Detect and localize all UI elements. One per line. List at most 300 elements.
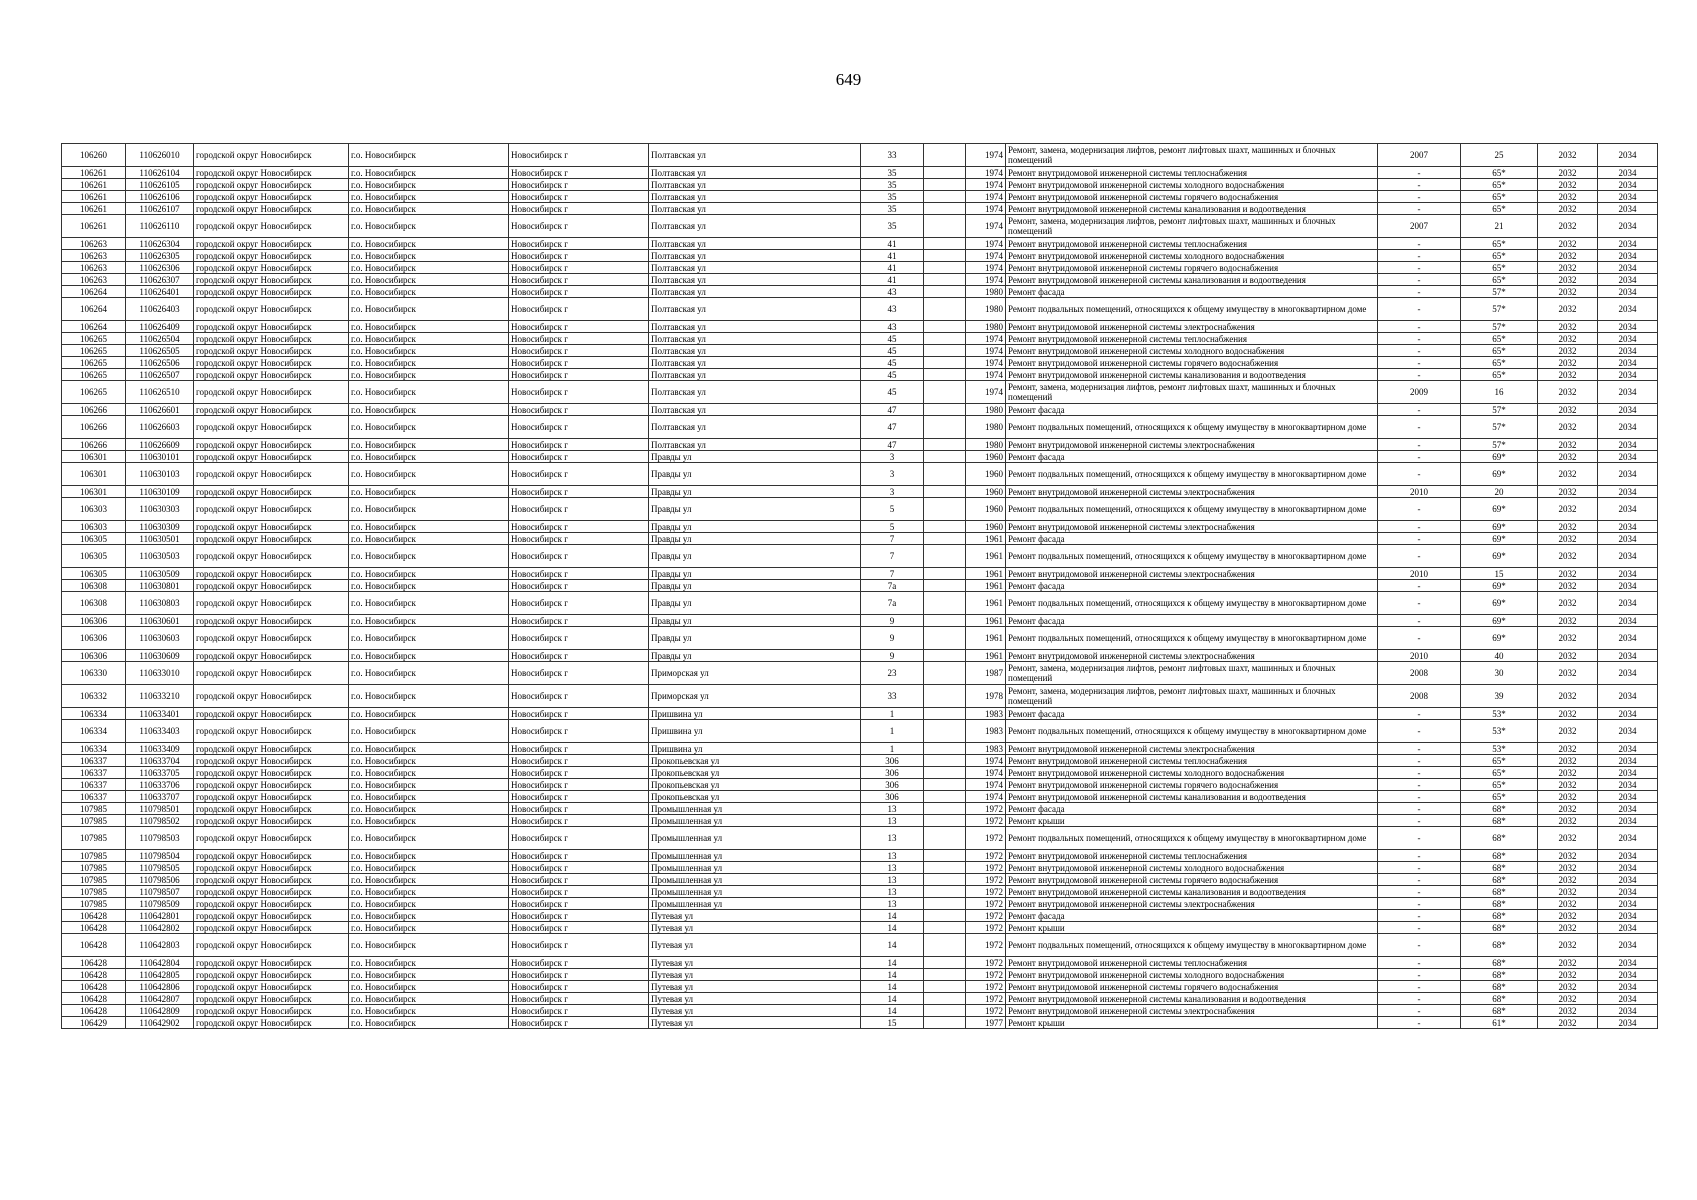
plan-start-year-cell: 2032 — [1538, 850, 1598, 862]
building-cell — [924, 381, 966, 404]
plan-start-year-cell: 2032 — [1538, 333, 1598, 345]
street-cell: Прокопьевская ул — [649, 779, 861, 791]
municipality-cell: г.о. Новосибирск — [349, 662, 509, 685]
work-type-cell: Ремонт подвальных помещений, относящихся к общему имуществу в многоквартирном доме — [1006, 298, 1378, 321]
last-repair-year-cell: - — [1378, 404, 1461, 416]
building-cell — [924, 345, 966, 357]
build-year-cell: 1980 — [966, 321, 1006, 333]
last-repair-year-cell: - — [1378, 993, 1461, 1005]
work-type-cell: Ремонт внутридомовой инженерной системы электроснабжения — [1006, 898, 1378, 910]
building-cell — [924, 755, 966, 767]
work-id-cell: 110630309 — [126, 521, 194, 533]
settlement-cell: Новосибирск г — [509, 215, 649, 238]
wear-percent-cell: 65* — [1461, 262, 1538, 274]
last-repair-year-cell: 2008 — [1378, 685, 1461, 708]
building-cell — [924, 167, 966, 179]
table-row — [62, 922, 1658, 934]
last-repair-year-cell: - — [1378, 743, 1461, 755]
table-row — [62, 568, 1658, 580]
work-type-cell: Ремонт подвальных помещений, относящихся к общему имуществу в многоквартирном доме — [1006, 416, 1378, 439]
plan-end-year-cell: 2034 — [1598, 357, 1658, 369]
build-year-cell: 1974 — [966, 381, 1006, 404]
building-cell — [924, 898, 966, 910]
plan-start-year-cell: 2032 — [1538, 1005, 1598, 1017]
municipality-cell: г.о. Новосибирск — [349, 650, 509, 662]
work-id-cell: 110642806 — [126, 981, 194, 993]
settlement-cell: Новосибирск г — [509, 580, 649, 592]
build-year-cell: 1974 — [966, 262, 1006, 274]
last-repair-year-cell: - — [1378, 545, 1461, 568]
last-repair-year-cell: - — [1378, 439, 1461, 451]
wear-percent-cell: 65* — [1461, 345, 1538, 357]
settlement-cell: Новосибирск г — [509, 981, 649, 993]
build-year-cell: 1983 — [966, 708, 1006, 720]
last-repair-year-cell: 2009 — [1378, 381, 1461, 404]
house-number-cell: 7 — [861, 568, 924, 580]
last-repair-year-cell: - — [1378, 250, 1461, 262]
municipal-district-cell: городской округ Новосибирск — [194, 498, 349, 521]
build-year-cell: 1972 — [966, 850, 1006, 862]
house-number-cell: 13 — [861, 862, 924, 874]
municipality-cell: г.о. Новосибирск — [349, 910, 509, 922]
street-cell: Полтавская ул — [649, 215, 861, 238]
house-number-cell: 41 — [861, 250, 924, 262]
building-cell — [924, 969, 966, 981]
plan-end-year-cell: 2034 — [1598, 321, 1658, 333]
plan-start-year-cell: 2032 — [1538, 886, 1598, 898]
municipality-cell: г.о. Новосибирск — [349, 779, 509, 791]
street-cell: Полтавская ул — [649, 238, 861, 250]
plan-end-year-cell: 2034 — [1598, 298, 1658, 321]
settlement-cell: Новосибирск г — [509, 934, 649, 957]
table-row — [62, 439, 1658, 451]
municipal-district-cell: городской округ Новосибирск — [194, 993, 349, 1005]
build-year-cell: 1974 — [966, 333, 1006, 345]
building-cell — [924, 203, 966, 215]
last-repair-year-cell: - — [1378, 779, 1461, 791]
plan-end-year-cell: 2034 — [1598, 439, 1658, 451]
work-id-cell: 110626507 — [126, 369, 194, 381]
municipality-cell: г.о. Новосибирск — [349, 580, 509, 592]
settlement-cell: Новосибирск г — [509, 850, 649, 862]
work-id-cell: 110642804 — [126, 957, 194, 969]
settlement-cell: Новосибирск г — [509, 957, 649, 969]
work-type-cell: Ремонт фасада — [1006, 803, 1378, 815]
work-type-cell: Ремонт подвальных помещений, относящихся к общему имуществу в многоквартирном доме — [1006, 592, 1378, 615]
house-id-cell: 106428 — [62, 934, 126, 957]
municipality-cell: г.о. Новосибирск — [349, 357, 509, 369]
settlement-cell: Новосибирск г — [509, 910, 649, 922]
plan-start-year-cell: 2032 — [1538, 286, 1598, 298]
street-cell: Правды ул — [649, 521, 861, 533]
house-id-cell: 106334 — [62, 743, 126, 755]
build-year-cell: 1961 — [966, 533, 1006, 545]
wear-percent-cell: 68* — [1461, 993, 1538, 1005]
wear-percent-cell: 65* — [1461, 767, 1538, 779]
table-row — [62, 298, 1658, 321]
wear-percent-cell: 68* — [1461, 969, 1538, 981]
house-id-cell: 106263 — [62, 274, 126, 286]
municipal-district-cell: городской округ Новосибирск — [194, 957, 349, 969]
last-repair-year-cell: - — [1378, 286, 1461, 298]
work-type-cell: Ремонт внутридомовой инженерной системы холодного водоснабжения — [1006, 969, 1378, 981]
settlement-cell: Новосибирск г — [509, 767, 649, 779]
building-cell — [924, 498, 966, 521]
table-row — [62, 286, 1658, 298]
work-type-cell: Ремонт внутридомовой инженерной системы теплоснабжения — [1006, 755, 1378, 767]
build-year-cell: 1972 — [966, 898, 1006, 910]
plan-start-year-cell: 2032 — [1538, 592, 1598, 615]
municipal-district-cell: городской округ Новосибирск — [194, 298, 349, 321]
house-id-cell: 106428 — [62, 910, 126, 922]
settlement-cell: Новосибирск г — [509, 779, 649, 791]
work-id-cell: 110626403 — [126, 298, 194, 321]
house-number-cell: 306 — [861, 755, 924, 767]
last-repair-year-cell: - — [1378, 191, 1461, 203]
house-id-cell: 106334 — [62, 720, 126, 743]
house-number-cell: 14 — [861, 957, 924, 969]
work-type-cell: Ремонт подвальных помещений, относящихся к общему имуществу в многоквартирном доме — [1006, 498, 1378, 521]
settlement-cell: Новосибирск г — [509, 345, 649, 357]
municipal-district-cell: городской округ Новосибирск — [194, 451, 349, 463]
municipal-district-cell: городской округ Новосибирск — [194, 803, 349, 815]
house-id-cell: 106263 — [62, 262, 126, 274]
wear-percent-cell: 68* — [1461, 886, 1538, 898]
building-cell — [924, 957, 966, 969]
wear-percent-cell: 57* — [1461, 404, 1538, 416]
work-id-cell: 110626110 — [126, 215, 194, 238]
house-number-cell: 5 — [861, 498, 924, 521]
municipality-cell: г.о. Новосибирск — [349, 404, 509, 416]
plan-start-year-cell: 2032 — [1538, 743, 1598, 755]
street-cell: Правды ул — [649, 451, 861, 463]
table-row — [62, 321, 1658, 333]
build-year-cell: 1972 — [966, 827, 1006, 850]
house-id-cell: 107985 — [62, 874, 126, 886]
house-number-cell: 14 — [861, 981, 924, 993]
municipal-district-cell: городской округ Новосибирск — [194, 486, 349, 498]
table-row — [62, 238, 1658, 250]
work-id-cell: 110630103 — [126, 463, 194, 486]
street-cell: Полтавская ул — [649, 286, 861, 298]
wear-percent-cell: 65* — [1461, 238, 1538, 250]
work-id-cell: 110798509 — [126, 898, 194, 910]
last-repair-year-cell: - — [1378, 357, 1461, 369]
plan-end-year-cell: 2034 — [1598, 486, 1658, 498]
wear-percent-cell: 20 — [1461, 486, 1538, 498]
build-year-cell: 1960 — [966, 463, 1006, 486]
work-type-cell: Ремонт, замена, модернизация лифтов, ремонт лифтовых шахт, машинных и блочных помещений — [1006, 662, 1378, 685]
build-year-cell: 1980 — [966, 286, 1006, 298]
settlement-cell: Новосибирск г — [509, 685, 649, 708]
building-cell — [924, 627, 966, 650]
settlement-cell: Новосибирск г — [509, 191, 649, 203]
plan-end-year-cell: 2034 — [1598, 708, 1658, 720]
building-cell — [924, 993, 966, 1005]
build-year-cell: 1983 — [966, 720, 1006, 743]
plan-start-year-cell: 2032 — [1538, 627, 1598, 650]
work-type-cell: Ремонт внутридомовой инженерной системы холодного водоснабжения — [1006, 767, 1378, 779]
plan-start-year-cell: 2032 — [1538, 720, 1598, 743]
work-id-cell: 110630801 — [126, 580, 194, 592]
house-id-cell: 107985 — [62, 815, 126, 827]
wear-percent-cell: 69* — [1461, 580, 1538, 592]
settlement-cell: Новосибирск г — [509, 886, 649, 898]
wear-percent-cell: 69* — [1461, 533, 1538, 545]
house-id-cell: 106264 — [62, 298, 126, 321]
house-number-cell: 45 — [861, 357, 924, 369]
municipal-district-cell: городской округ Новосибирск — [194, 404, 349, 416]
house-number-cell: 14 — [861, 922, 924, 934]
plan-end-year-cell: 2034 — [1598, 1017, 1658, 1029]
settlement-cell: Новосибирск г — [509, 862, 649, 874]
house-id-cell: 106308 — [62, 580, 126, 592]
build-year-cell: 1960 — [966, 498, 1006, 521]
municipality-cell: г.о. Новосибирск — [349, 969, 509, 981]
table-row — [62, 333, 1658, 345]
table-row — [62, 650, 1658, 662]
plan-start-year-cell: 2032 — [1538, 755, 1598, 767]
street-cell: Промышленная ул — [649, 874, 861, 886]
settlement-cell: Новосибирск г — [509, 815, 649, 827]
plan-end-year-cell: 2034 — [1598, 862, 1658, 874]
wear-percent-cell: 68* — [1461, 815, 1538, 827]
building-cell — [924, 803, 966, 815]
municipal-district-cell: городской округ Новосибирск — [194, 333, 349, 345]
last-repair-year-cell: - — [1378, 969, 1461, 981]
building-cell — [924, 191, 966, 203]
build-year-cell: 1974 — [966, 755, 1006, 767]
municipality-cell: г.о. Новосибирск — [349, 533, 509, 545]
street-cell: Промышленная ул — [649, 898, 861, 910]
municipal-district-cell: городской округ Новосибирск — [194, 439, 349, 451]
build-year-cell: 1974 — [966, 767, 1006, 779]
house-id-cell: 106261 — [62, 203, 126, 215]
work-type-cell: Ремонт внутридомовой инженерной системы канализования и водоотведения — [1006, 274, 1378, 286]
plan-end-year-cell: 2034 — [1598, 144, 1658, 167]
street-cell: Путевая ул — [649, 934, 861, 957]
work-id-cell: 110630609 — [126, 650, 194, 662]
work-type-cell: Ремонт внутридомовой инженерной системы канализования и водоотведения — [1006, 369, 1378, 381]
house-number-cell: 47 — [861, 439, 924, 451]
municipal-district-cell: городской округ Новосибирск — [194, 720, 349, 743]
street-cell: Полтавская ул — [649, 404, 861, 416]
table-row — [62, 345, 1658, 357]
municipal-district-cell: городской округ Новосибирск — [194, 779, 349, 791]
plan-end-year-cell: 2034 — [1598, 498, 1658, 521]
municipal-district-cell: городской округ Новосибирск — [194, 191, 349, 203]
wear-percent-cell: 69* — [1461, 592, 1538, 615]
municipal-district-cell: городской округ Новосибирск — [194, 369, 349, 381]
build-year-cell: 1974 — [966, 167, 1006, 179]
plan-end-year-cell: 2034 — [1598, 521, 1658, 533]
work-type-cell: Ремонт внутридомовой инженерной системы холодного водоснабжения — [1006, 345, 1378, 357]
plan-end-year-cell: 2034 — [1598, 743, 1658, 755]
street-cell: Путевая ул — [649, 981, 861, 993]
street-cell: Прокопьевская ул — [649, 755, 861, 767]
house-number-cell: 23 — [861, 662, 924, 685]
wear-percent-cell: 69* — [1461, 521, 1538, 533]
house-number-cell: 41 — [861, 274, 924, 286]
street-cell: Полтавская ул — [649, 298, 861, 321]
house-id-cell: 106305 — [62, 533, 126, 545]
municipal-district-cell: городской округ Новосибирск — [194, 886, 349, 898]
last-repair-year-cell: - — [1378, 369, 1461, 381]
settlement-cell: Новосибирск г — [509, 144, 649, 167]
street-cell: Правды ул — [649, 580, 861, 592]
work-id-cell: 110633401 — [126, 708, 194, 720]
table-row — [62, 144, 1658, 167]
last-repair-year-cell: - — [1378, 592, 1461, 615]
plan-start-year-cell: 2032 — [1538, 381, 1598, 404]
work-id-cell: 110626306 — [126, 262, 194, 274]
settlement-cell: Новосибирск г — [509, 922, 649, 934]
wear-percent-cell: 69* — [1461, 615, 1538, 627]
plan-end-year-cell: 2034 — [1598, 957, 1658, 969]
municipal-district-cell: городской округ Новосибирск — [194, 321, 349, 333]
last-repair-year-cell: - — [1378, 720, 1461, 743]
plan-start-year-cell: 2032 — [1538, 274, 1598, 286]
street-cell: Полтавская ул — [649, 416, 861, 439]
last-repair-year-cell: - — [1378, 981, 1461, 993]
settlement-cell: Новосибирск г — [509, 321, 649, 333]
building-cell — [924, 533, 966, 545]
build-year-cell: 1974 — [966, 369, 1006, 381]
plan-end-year-cell: 2034 — [1598, 874, 1658, 886]
wear-percent-cell: 65* — [1461, 191, 1538, 203]
work-id-cell: 110633706 — [126, 779, 194, 791]
last-repair-year-cell: - — [1378, 416, 1461, 439]
plan-end-year-cell: 2034 — [1598, 803, 1658, 815]
work-type-cell: Ремонт внутридомовой инженерной системы электроснабжения — [1006, 521, 1378, 533]
work-type-cell: Ремонт внутридомовой инженерной системы холодного водоснабжения — [1006, 179, 1378, 191]
house-number-cell: 14 — [861, 969, 924, 981]
building-cell — [924, 592, 966, 615]
settlement-cell: Новосибирск г — [509, 1017, 649, 1029]
house-id-cell: 106265 — [62, 357, 126, 369]
plan-end-year-cell: 2034 — [1598, 381, 1658, 404]
building-cell — [924, 262, 966, 274]
house-id-cell: 106428 — [62, 981, 126, 993]
last-repair-year-cell: - — [1378, 898, 1461, 910]
build-year-cell: 1974 — [966, 357, 1006, 369]
table-row — [62, 486, 1658, 498]
plan-end-year-cell: 2034 — [1598, 451, 1658, 463]
table-row — [62, 381, 1658, 404]
building-cell — [924, 521, 966, 533]
municipality-cell: г.о. Новосибирск — [349, 191, 509, 203]
work-type-cell: Ремонт, замена, модернизация лифтов, ремонт лифтовых шахт, машинных и блочных помещений — [1006, 685, 1378, 708]
settlement-cell: Новосибирск г — [509, 486, 649, 498]
municipal-district-cell: городской округ Новосибирск — [194, 580, 349, 592]
table-row — [62, 545, 1658, 568]
last-repair-year-cell: - — [1378, 333, 1461, 345]
municipality-cell: г.о. Новосибирск — [349, 874, 509, 886]
wear-percent-cell: 61* — [1461, 1017, 1538, 1029]
work-type-cell: Ремонт подвальных помещений, относящихся к общему имуществу в многоквартирном доме — [1006, 627, 1378, 650]
build-year-cell: 1974 — [966, 191, 1006, 203]
municipal-district-cell: городской округ Новосибирск — [194, 650, 349, 662]
last-repair-year-cell: 2010 — [1378, 568, 1461, 580]
wear-percent-cell: 65* — [1461, 250, 1538, 262]
plan-start-year-cell: 2032 — [1538, 827, 1598, 850]
house-number-cell: 33 — [861, 685, 924, 708]
street-cell: Правды ул — [649, 545, 861, 568]
build-year-cell: 1961 — [966, 568, 1006, 580]
municipal-district-cell: городской округ Новосибирск — [194, 274, 349, 286]
last-repair-year-cell: - — [1378, 957, 1461, 969]
house-id-cell: 106261 — [62, 167, 126, 179]
street-cell: Промышленная ул — [649, 815, 861, 827]
settlement-cell: Новосибирск г — [509, 416, 649, 439]
house-id-cell: 107985 — [62, 862, 126, 874]
last-repair-year-cell: - — [1378, 627, 1461, 650]
work-id-cell: 110798504 — [126, 850, 194, 862]
last-repair-year-cell: - — [1378, 934, 1461, 957]
settlement-cell: Новосибирск г — [509, 743, 649, 755]
municipality-cell: г.о. Новосибирск — [349, 274, 509, 286]
table-row — [62, 685, 1658, 708]
plan-start-year-cell: 2032 — [1538, 250, 1598, 262]
plan-end-year-cell: 2034 — [1598, 592, 1658, 615]
settlement-cell: Новосибирск г — [509, 369, 649, 381]
municipality-cell: г.о. Новосибирск — [349, 486, 509, 498]
street-cell: Полтавская ул — [649, 250, 861, 262]
build-year-cell: 1980 — [966, 416, 1006, 439]
work-type-cell: Ремонт внутридомовой инженерной системы горячего водоснабжения — [1006, 357, 1378, 369]
municipality-cell: г.о. Новосибирск — [349, 439, 509, 451]
municipal-district-cell: городской округ Новосибирск — [194, 743, 349, 755]
settlement-cell: Новосибирск г — [509, 827, 649, 850]
building-cell — [924, 615, 966, 627]
work-id-cell: 110626305 — [126, 250, 194, 262]
house-id-cell: 106261 — [62, 215, 126, 238]
plan-start-year-cell: 2032 — [1538, 191, 1598, 203]
street-cell: Путевая ул — [649, 1017, 861, 1029]
building-cell — [924, 791, 966, 803]
house-id-cell: 107985 — [62, 827, 126, 850]
municipality-cell: г.о. Новосибирск — [349, 862, 509, 874]
municipal-district-cell: городской округ Новосибирск — [194, 381, 349, 404]
municipal-district-cell: городской округ Новосибирск — [194, 463, 349, 486]
municipality-cell: г.о. Новосибирск — [349, 545, 509, 568]
municipality-cell: г.о. Новосибирск — [349, 568, 509, 580]
plan-start-year-cell: 2032 — [1538, 708, 1598, 720]
building-cell — [924, 708, 966, 720]
table-row — [62, 580, 1658, 592]
last-repair-year-cell: - — [1378, 262, 1461, 274]
street-cell: Полтавская ул — [649, 333, 861, 345]
work-type-cell: Ремонт, замена, модернизация лифтов, ремонт лифтовых шахт, машинных и блочных помещений — [1006, 144, 1378, 167]
work-id-cell: 110630503 — [126, 545, 194, 568]
wear-percent-cell: 69* — [1461, 545, 1538, 568]
wear-percent-cell: 65* — [1461, 333, 1538, 345]
house-id-cell: 106265 — [62, 369, 126, 381]
house-number-cell: 35 — [861, 191, 924, 203]
settlement-cell: Новосибирск г — [509, 498, 649, 521]
work-type-cell: Ремонт внутридомовой инженерной системы теплоснабжения — [1006, 167, 1378, 179]
build-year-cell: 1960 — [966, 486, 1006, 498]
last-repair-year-cell: 2008 — [1378, 662, 1461, 685]
street-cell: Правды ул — [649, 498, 861, 521]
municipal-district-cell: городской округ Новосибирск — [194, 685, 349, 708]
work-type-cell: Ремонт, замена, модернизация лифтов, ремонт лифтовых шахт, машинных и блочных помещений — [1006, 215, 1378, 238]
plan-end-year-cell: 2034 — [1598, 922, 1658, 934]
build-year-cell: 1974 — [966, 179, 1006, 191]
street-cell: Полтавская ул — [649, 439, 861, 451]
house-number-cell: 13 — [861, 874, 924, 886]
build-year-cell: 1961 — [966, 580, 1006, 592]
